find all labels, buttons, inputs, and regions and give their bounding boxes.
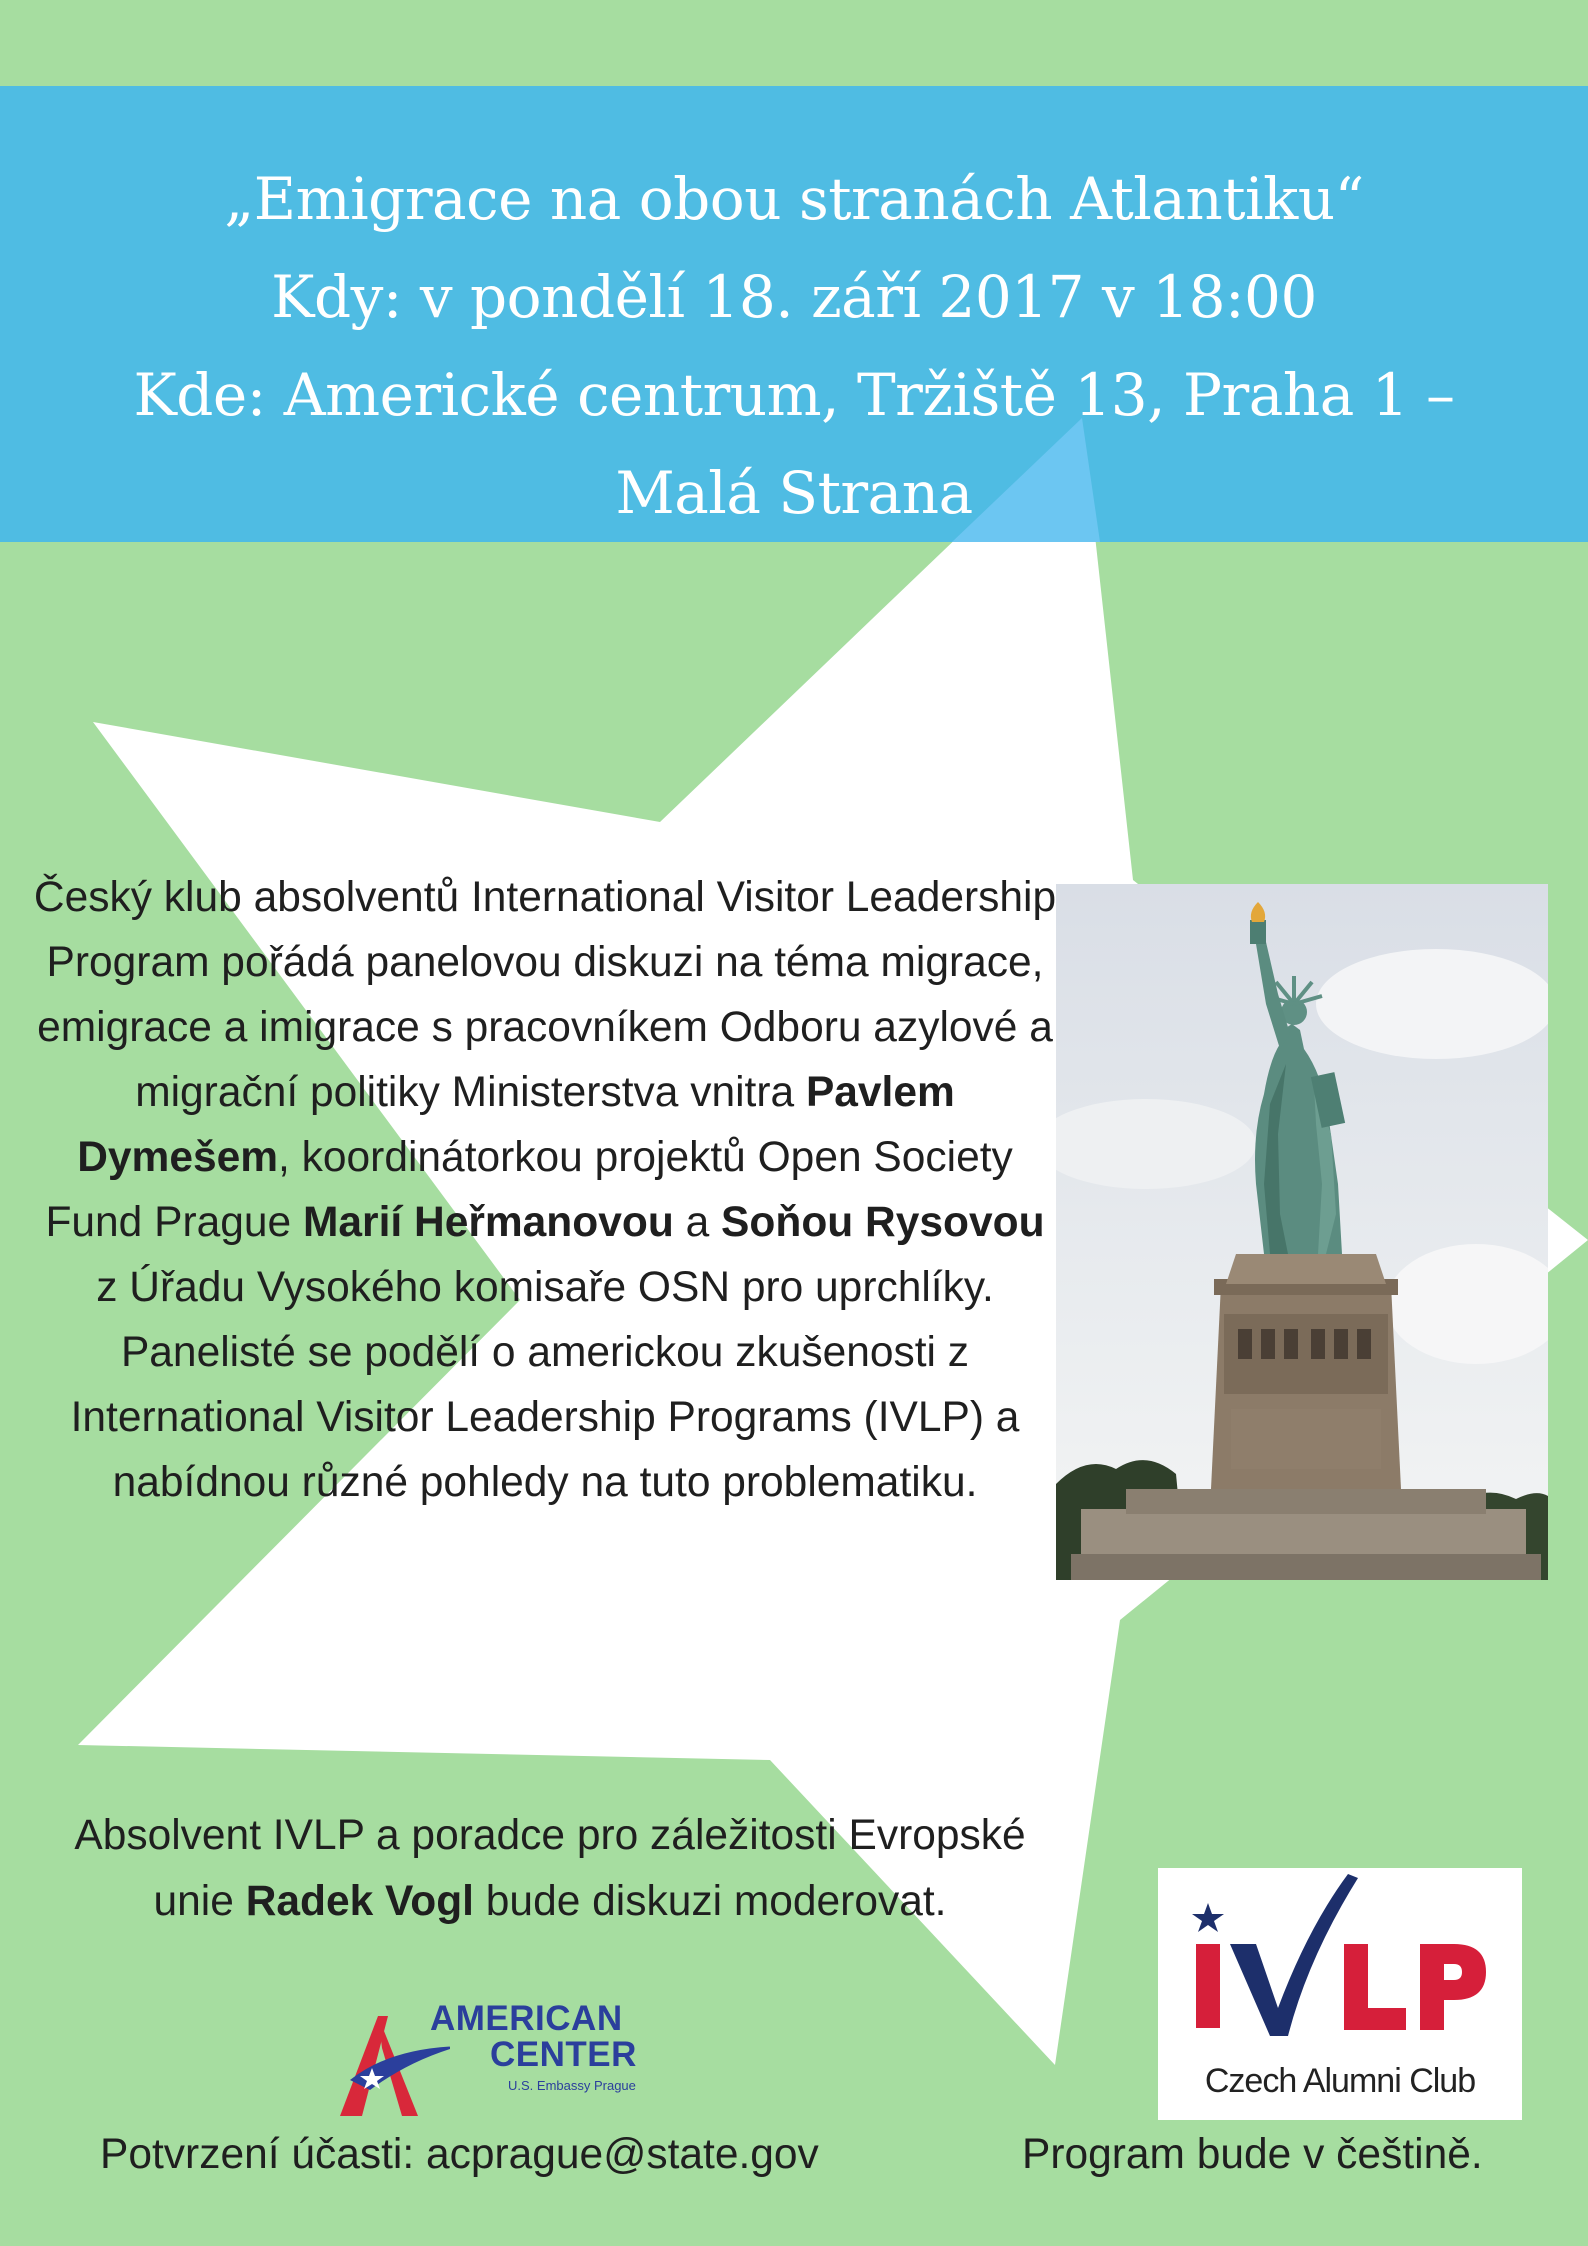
speaker-name: Marií Heřmanovou — [303, 1199, 674, 1246]
ivlp-logo — [1158, 1868, 1522, 2120]
event-location: Kde: Americké centrum, Tržiště 13, Praha 1 – — [133, 361, 1455, 429]
speaker-name: Soňou Rysovou — [721, 1199, 1045, 1246]
american-center-wordmark: AMERICAN — [430, 1999, 623, 2038]
event-header — [0, 150, 1588, 542]
event-title: „Emigrace na obou stranách Atlantiku“ — [224, 165, 1364, 233]
event-description: Český klub absolventů International Visitor Leadership Program pořádá panelovou diskuzi na téma migrace, emigrace a imigrace s pracovníkem Odboru azylové a migrační politiky Ministerstva vnitra Pavlem Dymešem, koordinátorkou projektů Open Society Fund Prague Marií Heřmanovou a Soňou Rysovou z Úřadu Vysokého komisaře OSN pro uprchlíky. Panelisté se podělí o americkou zkušenosti z International Visitor Leadership Programs (IVLP) a nabídnou různé pohledy na tuto problematiku. — [33, 874, 1057, 1506]
event-location-district: Malá Strana — [615, 459, 973, 527]
event-date: Kdy: v pondělí 18. září 2017 v 18:00 — [271, 263, 1317, 331]
american-center-logo — [330, 1998, 660, 2123]
speaker-name: Pavlem Dymešem — [77, 1069, 955, 1181]
ivlp-caption: Czech Alumni Club — [1204, 2062, 1476, 2100]
moderator-note: Absolvent IVLP a poradce pro záležitosti Evropské unie Radek Vogl bude diskuzi moderovat. — [74, 1812, 1026, 1925]
language-note: Program bude v češtině. — [1022, 2131, 1483, 2178]
american-center-wordmark-line2: CENTER — [490, 2035, 637, 2074]
statue-of-liberty-photo — [1056, 884, 1548, 1580]
moderator-name: Radek Vogl — [245, 1878, 474, 1925]
american-center-tagline: U.S. Embassy Prague — [508, 2078, 636, 2093]
rsvp-contact: Potvrzení účasti: acprague@state.gov — [100, 2131, 819, 2178]
ivlp-wordmark-icon — [1158, 1868, 1522, 2058]
